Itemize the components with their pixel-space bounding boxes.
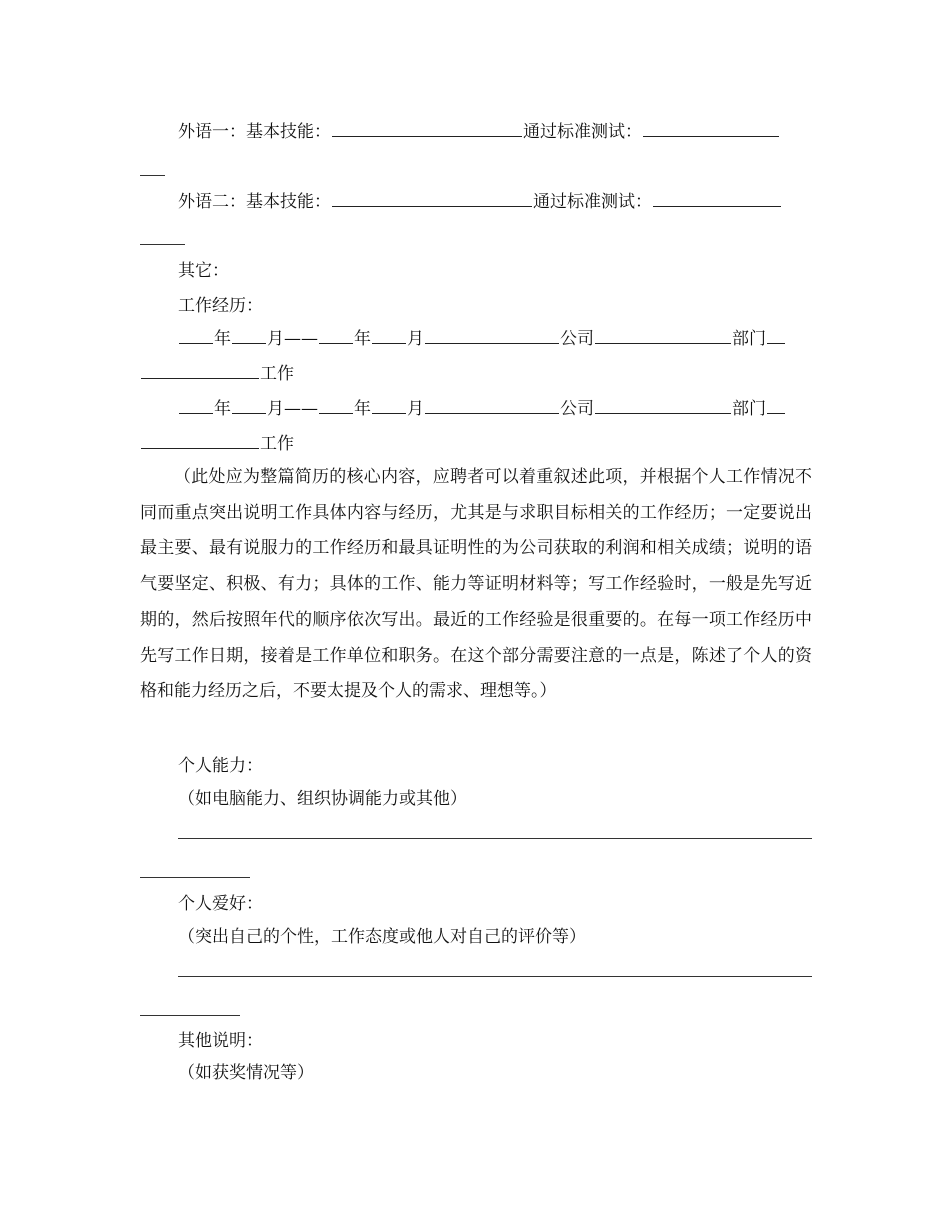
work-entry-1-cont <box>140 361 812 385</box>
language-2-test-label: 通过标准测试： <box>533 192 652 212</box>
language-2-test-blank[interactable] <box>653 189 781 207</box>
range-dash: —— <box>284 329 318 349</box>
end-month-blank[interactable] <box>372 396 406 414</box>
job-label: 工作 <box>260 364 294 384</box>
department-blank[interactable] <box>595 396 731 414</box>
start-month-blank[interactable] <box>232 396 266 414</box>
misc-hint: （如获奖情况等） <box>178 1063 314 1083</box>
language-2-skill-blank[interactable] <box>332 189 532 207</box>
month-label: 月 <box>267 329 284 349</box>
company-label: 公司 <box>560 329 594 349</box>
year-label: 年 <box>214 399 231 419</box>
year-label: 年 <box>354 329 371 349</box>
job-label: 工作 <box>260 434 294 454</box>
position-blank[interactable] <box>141 361 259 379</box>
range-dash: —— <box>284 399 318 419</box>
department-label: 部门 <box>732 399 766 419</box>
work-entry-2-cont <box>140 431 812 455</box>
start-year-blank[interactable] <box>179 396 213 414</box>
language-2-line <box>140 189 812 213</box>
start-month-blank[interactable] <box>232 326 266 344</box>
ability-answer-line-cont[interactable] <box>140 877 250 878</box>
department-label: 部门 <box>732 329 766 349</box>
language-1-test-label: 通过标准测试： <box>523 122 642 142</box>
start-year-blank[interactable] <box>179 326 213 344</box>
language-2-blank-continuation[interactable] <box>140 244 185 245</box>
position-blank-start[interactable] <box>767 396 785 414</box>
position-blank-start[interactable] <box>767 326 785 344</box>
language-2-label: 外语二：基本技能： <box>178 192 331 212</box>
month-label: 月 <box>407 399 424 419</box>
department-blank[interactable] <box>595 326 731 344</box>
work-experience-note: （此处应为整篇简历的核心内容，应聘者可以着重叙述此项，并根据个人工作情况不同而重点突出说明工作具体内容与经历，尤其是与求职目标相关的工作经历；一定要说出最主要、最有说服力的工作经历和最具证明性的为公司获取的利润和相关成绩；说明的语气要坚定、积极、有力；具体的工作、能力等证明材料等；写工作经验时，一般是先写近期的，然后按照年代的顺序依次写出。最近的工作经验是很重要的。在每一项工作经历中先写工作日期，接着是工作单位和职务。在这个部分需要注意的一点是，陈述了个人的资格和能力经历之后，不要太提及个人的需求、理想等。） <box>140 467 812 702</box>
hobby-hint: （突出自己的个性，工作态度或他人对自己的评价等） <box>178 927 586 947</box>
language-1-skill-blank[interactable] <box>332 119 522 137</box>
language-1-blank-continuation[interactable] <box>140 175 165 176</box>
month-label: 月 <box>267 399 284 419</box>
company-blank[interactable] <box>425 326 559 344</box>
month-label: 月 <box>407 329 424 349</box>
language-1-line <box>140 119 812 143</box>
work-experience-heading: 工作经历： <box>178 296 263 316</box>
year-label: 年 <box>354 399 371 419</box>
ability-answer-line[interactable] <box>178 838 812 839</box>
end-month-blank[interactable] <box>372 326 406 344</box>
position-blank[interactable] <box>141 431 259 449</box>
hobby-answer-line[interactable] <box>178 976 812 977</box>
company-blank[interactable] <box>425 396 559 414</box>
hobby-heading: 个人爱好： <box>178 894 263 914</box>
company-label: 公司 <box>560 399 594 419</box>
ability-heading: 个人能力： <box>178 756 263 776</box>
language-1-test-blank[interactable] <box>643 119 779 137</box>
end-year-blank[interactable] <box>319 396 353 414</box>
misc-heading: 其他说明： <box>178 1031 263 1051</box>
end-year-blank[interactable] <box>319 326 353 344</box>
work-entry-1 <box>140 326 812 350</box>
hobby-answer-line-cont[interactable] <box>140 1015 240 1016</box>
language-1-label: 外语一：基本技能： <box>178 122 331 142</box>
year-label: 年 <box>214 329 231 349</box>
ability-hint: （如电脑能力、组织协调能力或其他） <box>178 789 467 809</box>
other-heading: 其它： <box>178 261 229 281</box>
work-entry-2 <box>140 396 812 420</box>
